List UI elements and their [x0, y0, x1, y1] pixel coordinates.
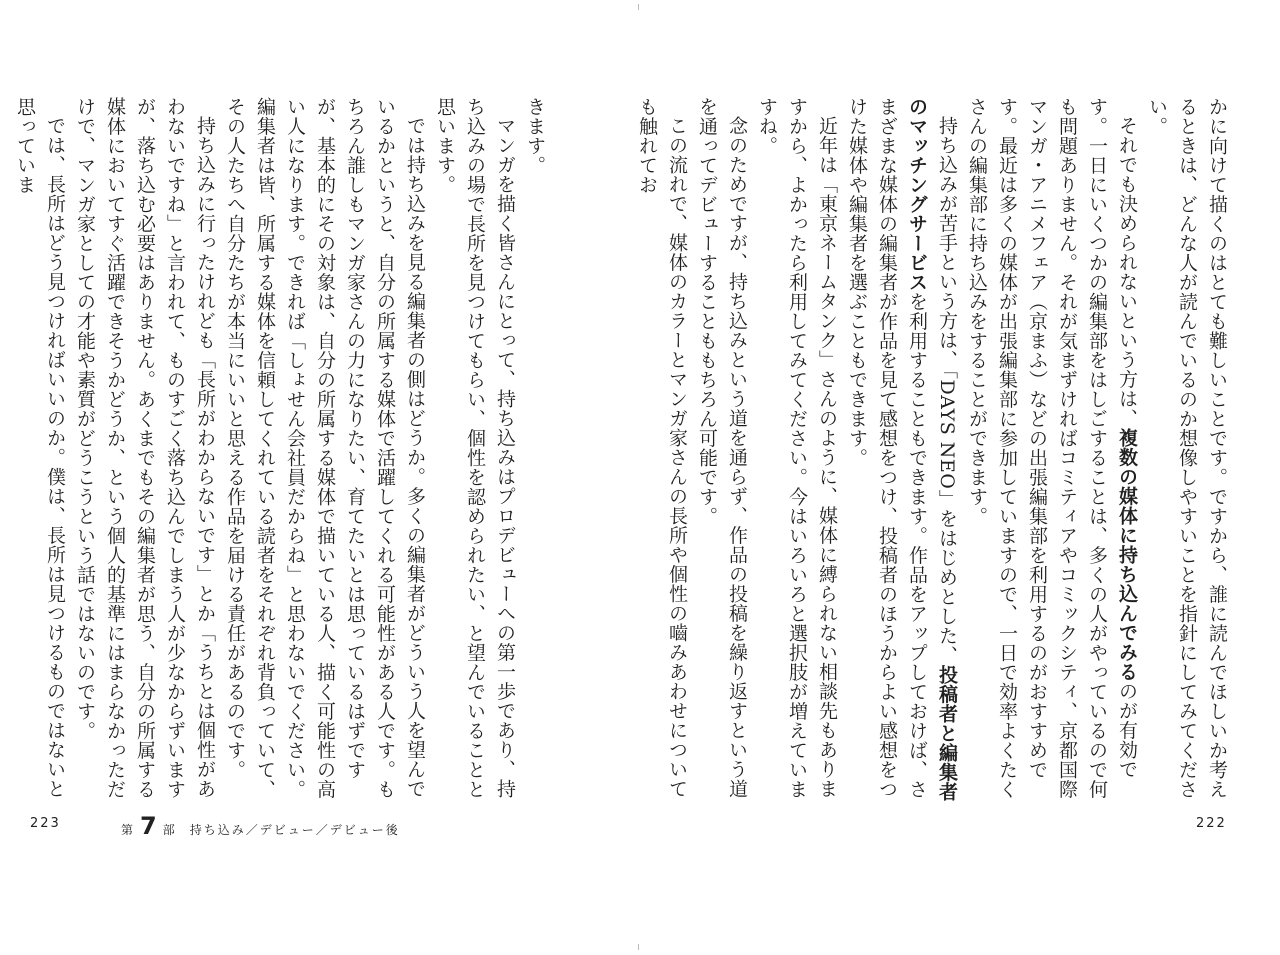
paragraph	[752, 97, 842, 817]
right-page	[636, 0, 1280, 955]
running-head	[121, 812, 400, 840]
page-number-right: 222	[1196, 816, 1227, 831]
body-text: 持ち込みが苦手という方は、「DAYS NEO」をはじめとした、	[936, 116, 958, 665]
left-page-body-text	[14, 97, 550, 817]
body-text: のが有効です。一日にいくつかの編集部をはしごすることは、多くの人がやっているので何も問題ありません。それが気まずければコミティアやコミックシティ、京都国際マンガ・アニメフェア（京まふ）などの出張編集部を利用するのがおすすめです。最近は多くの媒体が出張編集部に参加していますので、一日で効率よくたくさんの編集部に持ち込みをすることができます。	[966, 97, 1138, 799]
paragraph	[10, 97, 70, 817]
body-text: きます。	[524, 97, 546, 175]
part-prefix: 第	[121, 823, 135, 837]
body-text: それでも決められないという方は、	[1116, 116, 1138, 428]
paragraph	[220, 97, 430, 817]
paragraph	[70, 97, 220, 817]
paragraph	[692, 97, 752, 817]
paragraph	[962, 97, 1142, 817]
part-suffix: 部	[162, 823, 176, 837]
page-number-left: 223	[30, 816, 61, 831]
paragraph	[430, 97, 520, 817]
paragraph	[632, 97, 692, 817]
body-text: かに向けて描くのはとても難しいことです。ですから、誰に読んでほしいか考えるときは、どんな人が読んでいるのか想像しやすいことを指針にしてみてください。	[1146, 97, 1228, 799]
body-text: 持ち込みに行ったけれども「長所がわからないです」とか「うちとは個性があわないですね」と言われて、ものすごく落ち込んでしまう人が少なからずいますが、落ち込む必要はありません。あくまでもその編集者が思う、自分の所属する媒体においてすぐ活躍できそうかどうか、という個人的基準にはまらなかっただけで、マンガ家としての才能や素質がどうこうという話ではないのです。	[74, 97, 216, 799]
right-page-body-text	[636, 97, 1232, 817]
body-text: 近年は「東京ネームタンク」さんのように、媒体に縛られない相談先もありますから、よかったら利用してみてください。今はいろいろと選択肢が増えていますね。	[756, 97, 838, 799]
body-text: を利用することもできます。作品をアップしておけば、さまざまな媒体の編集者が作品を見て感想をつけ、投稿者のほうからよい感想をつけた媒体や編集者を選ぶこともできます。	[846, 97, 928, 799]
gutter-mark-top	[638, 4, 639, 10]
body-text: 念のためですが、持ち込みという道を通らず、作品の投稿を繰り返すという道を通ってデビューすることももちろん可能です。	[696, 97, 748, 799]
gutter-mark-bottom	[638, 944, 639, 950]
paragraph	[520, 97, 550, 817]
part-title: 持ち込み／デビュー／デビュー後	[189, 823, 400, 837]
body-text: では持ち込みを見る編集者の側はどうか。多くの編集者がどういう人を望んでいるかというと、自分の所属する媒体で活躍してくれる可能性がある人です。もちろん誰しもマンガ家さんの力になりたい、育てたいとは思っているはずですが、基本的にその対象は、自分の所属する媒体で描いている人、描く可能性の高い人になります。できれば「しょせん会社員だからね」と思わないでください。編集者は皆、所属する媒体を信頼してくれている読者をそれぞれ背負っていて、その人たちへ自分たちが本当にいいと思える作品を届ける責任があるのです。	[224, 97, 426, 799]
emphasis-text: 投稿者と編集者のマッチングサービス	[906, 97, 958, 802]
body-text: この流れで、媒体のカラーとマンガ家さんの長所や個性の嚙みあわせについても触れてお	[636, 97, 688, 799]
paragraph	[842, 97, 962, 817]
paragraph	[1142, 97, 1232, 817]
part-number: 7	[140, 812, 157, 840]
emphasis-text: 複数の媒体に持ち込んでみる	[1116, 428, 1138, 682]
body-text: マンガを描く皆さんにとって、持ち込みはプロデビューへの第一歩であり、持ち込みの場で長所を見つけてもらい、個性を認められたい、と望んでいることと思います。	[434, 97, 516, 799]
body-text: では、長所はどう見つければいいのか。僕は、長所は見つけるものではないと思っていま	[14, 97, 66, 799]
